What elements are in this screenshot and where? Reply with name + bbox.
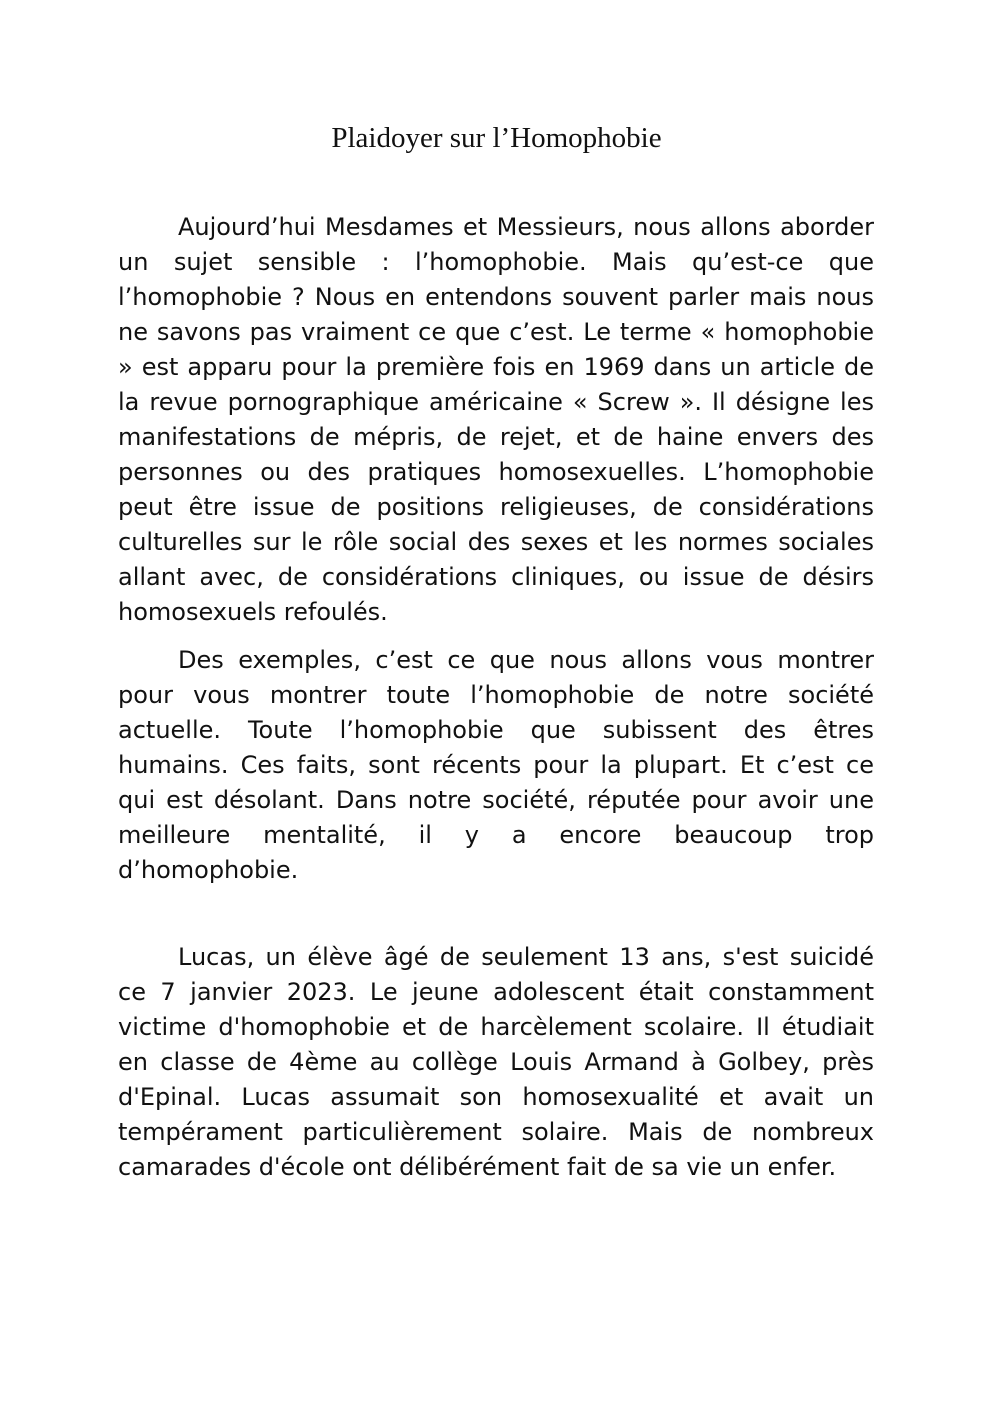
paragraph-examples: Des exemples, c’est ce que nous allons vous montrer pour vous montrer toute l’homophobie de notre société actuelle. Toute l’homophobie que subissent des êtres humains. Ces faits, sont récents pour la plupart. Et c’est ce qui est désolant. Dans notre société, réputée pour avoir une meilleure mentalité, il y a encore beaucoup trop d’homophobie. xyxy=(118,646,874,884)
paragraph-lucas-case: Lucas, un élève âgé de seulement 13 ans, s'est suicidé ce 7 janvier 2023. Le jeune adolescent était constamment victime d'homophobie et de harcèlement scolaire. Il étudiait en classe de 4ème au collège Louis Armand à Golbey, près d'Epinal. Lucas assumait son homosexualité et avait un tempérament particulièrement solaire. Mais de nombreux camarades d'école ont délibérément fait de sa vie un enfer. xyxy=(118,943,874,1181)
document-body xyxy=(118,210,874,1185)
paragraph-introduction: Aujourd’hui Mesdames et Messieurs, nous allons aborder un sujet sensible : l’homophobie. Mais qu’est-ce que l’homophobie ? Nous en entendons souvent parler mais nous ne savons pas vraiment ce que c’est. Le terme « homophobie » est apparu pour la première fois en 1969 dans un article de la revue pornographique américaine « Screw ». Il désigne les manifestations de mépris, de rejet, et de haine envers des personnes ou des pratiques homosexuelles. L’homophobie peut être issue de positions religieuses, de considérations culturelles sur le rôle social des sexes et les normes sociales allant avec, de considérations cliniques, ou issue de désirs homosexuels refoulés. xyxy=(118,213,874,626)
document-title: Plaidoyer sur l’Homophobie xyxy=(331,122,662,154)
